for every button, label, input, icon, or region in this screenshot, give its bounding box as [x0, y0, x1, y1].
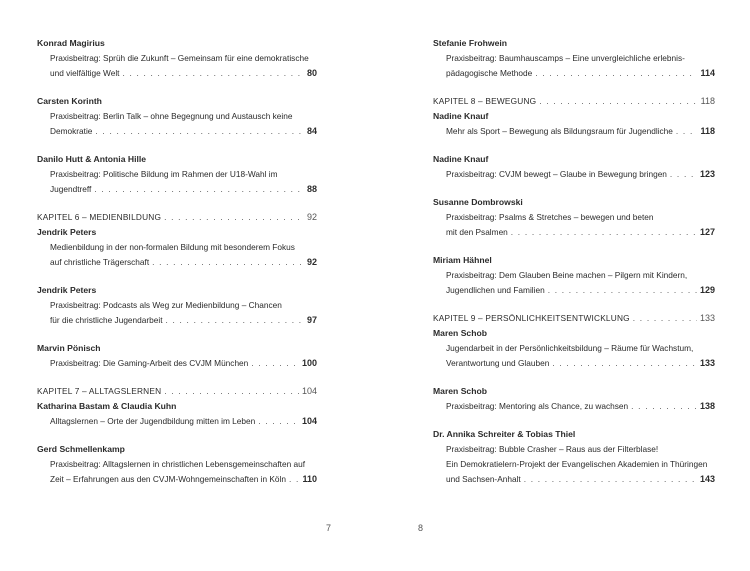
toc-entry-title: Praxisbeitrag: Baumhauscamps – Eine unvergleichliche erlebnis- — [446, 53, 685, 63]
toc-author: Maren Schob — [433, 386, 487, 396]
toc-entry-title: Praxisbeitrag: Alltagslernen in christlichen Lebensgemeinschaften auf — [50, 459, 306, 469]
right-page — [375, 0, 750, 571]
toc-page-number: 138 — [699, 401, 715, 411]
toc-author: Stefanie Frohwein — [433, 38, 508, 48]
dot-leader — [524, 472, 697, 487]
toc-entry-title: Demokratie — [50, 126, 93, 136]
toc-entry-title: Zeit – Erfahrungen aus den CVJM-Wohngemeinschaften in Köln — [50, 474, 286, 484]
toc-entry-title: Alltagslernen – Orte der Jugendbildung mitten im Leben — [50, 416, 256, 426]
dot-leader — [552, 356, 697, 371]
toc-entry — [37, 341, 317, 371]
dot-leader — [633, 311, 697, 326]
dot-leader — [258, 414, 299, 429]
dot-leader — [94, 182, 304, 197]
toc-column-left — [37, 36, 317, 500]
toc-author: Maren Schob — [433, 328, 487, 338]
toc-page-number: 127 — [699, 227, 715, 237]
toc-entry-title: mit den Psalmen — [446, 227, 508, 237]
toc-entry — [433, 152, 715, 182]
dot-leader — [164, 210, 304, 225]
toc-entry — [433, 36, 715, 81]
toc-entry-title: Praxisbeitrag: Bubble Crasher – Raus aus der Filterblase! — [446, 444, 659, 454]
page-number-footer: 8 — [418, 523, 424, 533]
toc-author: Nadine Knauf — [433, 154, 489, 164]
dot-leader — [251, 356, 299, 371]
toc-author: Susanne Dombrowski — [433, 197, 523, 207]
dot-leader — [670, 167, 697, 182]
toc-page-number: 80 — [306, 68, 317, 78]
dot-leader — [152, 255, 304, 270]
toc-chapter — [433, 94, 715, 139]
toc-page-number: 104 — [301, 386, 317, 396]
toc-page-number: 129 — [699, 285, 715, 295]
dot-leader — [548, 283, 697, 298]
toc-page-number: 133 — [699, 313, 715, 323]
toc-entry — [37, 36, 317, 81]
dot-leader — [631, 399, 697, 414]
toc-page-number: 143 — [699, 474, 715, 484]
toc-page-number: 118 — [700, 126, 715, 136]
toc-page-number: 123 — [699, 169, 715, 179]
toc-page-number: 97 — [306, 315, 317, 325]
toc-page-number: 114 — [700, 68, 715, 78]
toc-column-right — [433, 36, 715, 500]
page-number-footer: 7 — [326, 523, 332, 533]
toc-entry-title: Praxisbeitrag: Politische Bildung im Rahmen der U18-Wahl im — [50, 169, 278, 179]
toc-entry-title: Praxisbeitrag: Die Gaming-Arbeit des CVJM München — [50, 358, 249, 368]
toc-entry-title: Verantwortung und Glauben — [446, 358, 550, 368]
toc-entry-title: Jugendtreff — [50, 184, 92, 194]
toc-entry — [37, 442, 317, 487]
toc-entry-title: Praxisbeitrag: Dem Glauben Beine machen – Pilgern mit Kindern, — [446, 270, 688, 280]
dot-leader — [166, 313, 304, 328]
dot-leader — [676, 124, 698, 139]
toc-entry — [37, 152, 317, 197]
toc-author: Nadine Knauf — [433, 111, 489, 121]
dot-leader — [123, 66, 304, 81]
dot-leader — [535, 66, 697, 81]
toc-author: Danilo Hutt & Antonia Hille — [37, 154, 147, 164]
toc-author: Jendrik Peters — [37, 227, 97, 237]
toc-page-number: 100 — [301, 358, 317, 368]
toc-entry — [433, 195, 715, 240]
toc-page-number: 110 — [302, 474, 317, 484]
toc-entry — [37, 283, 317, 328]
toc-entry — [433, 384, 715, 414]
chapter-heading: KAPITEL 6 – MEDIENBILDUNG — [37, 212, 162, 222]
toc-entry-title: pädagogische Methode — [446, 68, 533, 78]
toc-chapter — [37, 384, 317, 429]
toc-author: Carsten Korinth — [37, 96, 102, 106]
toc-entry-title: auf christliche Trägerschaft — [50, 257, 150, 267]
dot-leader — [164, 384, 299, 399]
toc-entry — [37, 94, 317, 139]
toc-page-number: 133 — [699, 358, 715, 368]
toc-entry-title: Medienbildung in der non-formalen Bildung mit besonderem Fokus — [50, 242, 295, 252]
dot-leader — [289, 472, 299, 487]
toc-entry-title: Jugendlichen und Familien — [446, 285, 545, 295]
toc-author: Marvin Pönisch — [37, 343, 101, 353]
toc-author: Gerd Schmellenkamp — [37, 444, 125, 454]
dot-leader — [539, 94, 697, 109]
toc-chapter — [37, 210, 317, 270]
dot-leader — [95, 124, 304, 139]
toc-entry-title: Praxisbeitrag: Berlin Talk – ohne Begegnung und Austausch keine — [50, 111, 293, 121]
toc-entry-title: Praxisbeitrag: Sprüh die Zukunft – Gemeinsam für eine demokratische — [50, 53, 309, 63]
toc-entry-title: und Sachsen-Anhalt — [446, 474, 521, 484]
toc-page-number: 84 — [306, 126, 317, 136]
toc-entry — [433, 253, 715, 298]
toc-page-number: 92 — [306, 257, 317, 267]
chapter-heading: KAPITEL 7 – ALLTAGSLERNEN — [37, 386, 162, 396]
toc-author: Konrad Magirius — [37, 38, 105, 48]
chapter-heading: KAPITEL 9 – PERSÖNLICHKEITSENTWICKLUNG — [433, 313, 630, 323]
toc-page-number: 92 — [306, 212, 317, 222]
toc-entry-title: Jugendarbeit in der Persönlichkeitsbildung – Räume für Wachstum, — [446, 343, 694, 353]
chapter-heading: KAPITEL 8 – BEWEGUNG — [433, 96, 537, 106]
toc-entry — [433, 427, 715, 487]
toc-chapter — [433, 311, 715, 371]
toc-entry-title: Praxisbeitrag: Mentoring als Chance, zu wachsen — [446, 401, 629, 411]
toc-entry-title: Praxisbeitrag: Psalms & Stretches – bewegen und beten — [446, 212, 654, 222]
toc-entry-title: Praxisbeitrag: Podcasts als Weg zur Medienbildung – Chancen — [50, 300, 282, 310]
toc-entry-title: für die christliche Jugendarbeit — [50, 315, 163, 325]
toc-page-number: 88 — [306, 184, 317, 194]
toc-entry-title: Praxisbeitrag: CVJM bewegt – Glaube in Bewegung bringen — [446, 169, 667, 179]
toc-author: Miriam Hähnel — [433, 255, 492, 265]
toc-author: Dr. Annika Schreiter & Tobias Thiel — [433, 429, 576, 439]
toc-author: Jendrik Peters — [37, 285, 97, 295]
dot-leader — [511, 225, 697, 240]
toc-entry-title: und vielfältige Welt — [50, 68, 120, 78]
toc-entry-title: Ein Demokratielern-Projekt der Evangelischen Akademien in Thüringen — [446, 459, 708, 469]
toc-page-number: 118 — [700, 96, 715, 106]
toc-page-number: 104 — [301, 416, 317, 426]
toc-entry-title: Mehr als Sport – Bewegung als Bildungsraum für Jugendliche — [446, 126, 673, 136]
toc-author: Katharina Bastam & Claudia Kuhn — [37, 401, 177, 411]
